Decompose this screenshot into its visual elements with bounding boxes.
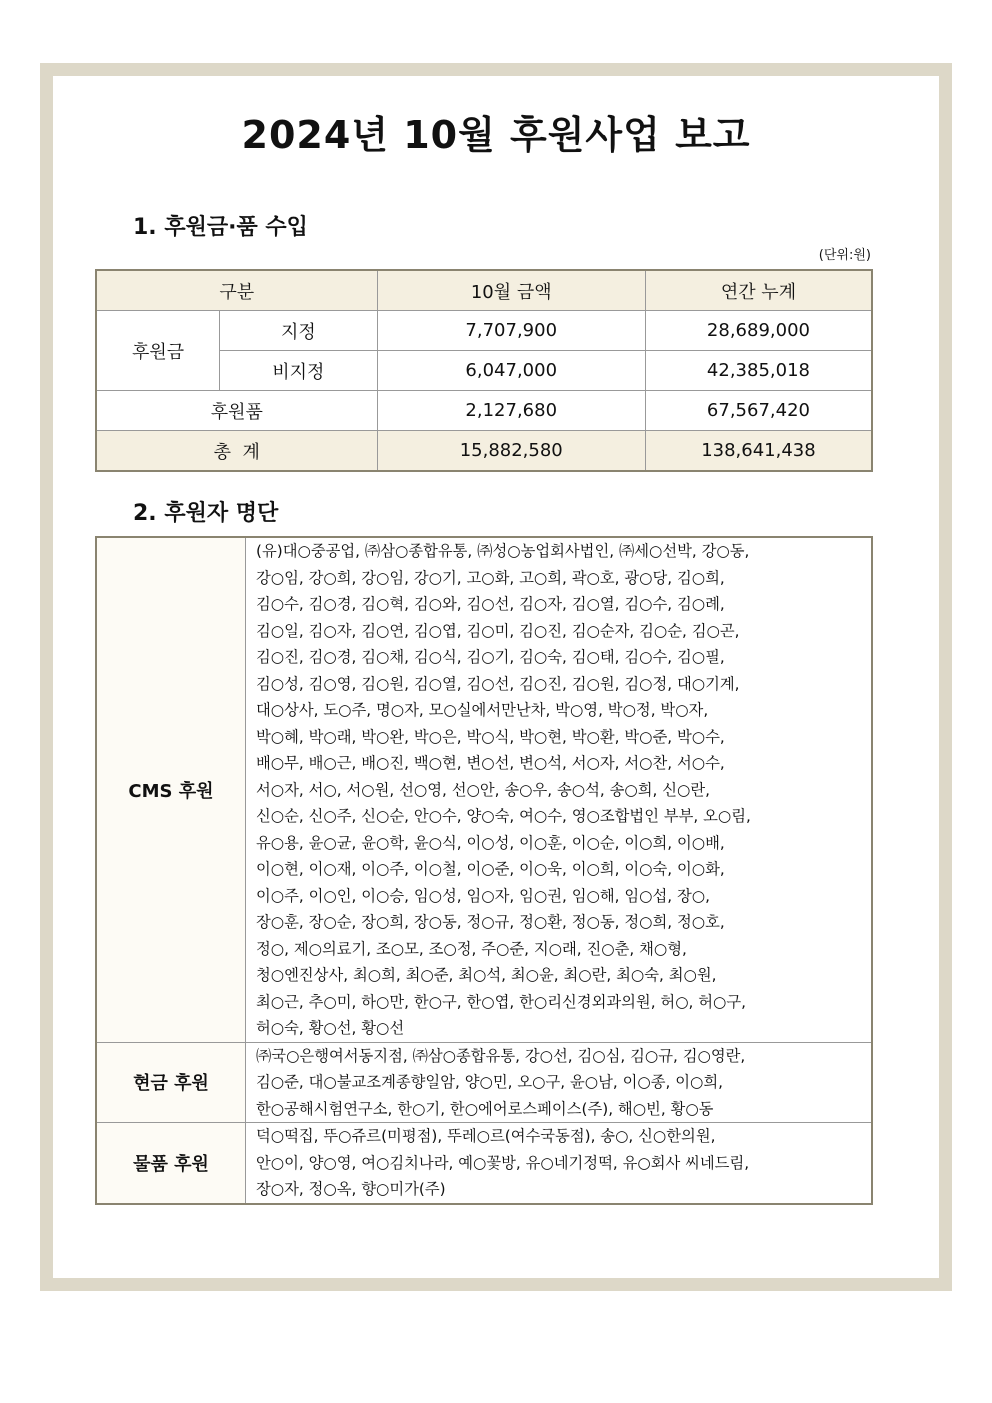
non-designated-label: 비지정 xyxy=(220,351,377,391)
donor-name-line: 김○준, 대○불교조계종향일암, 양○민, 오○구, 윤○남, 이○종, 이○희, xyxy=(256,1073,723,1091)
donor-name-line: 안○이, 양○영, 여○김치나라, 예○꽃방, 유○네기정떡, 유○회사 씨네드림, xyxy=(256,1153,750,1172)
goods-month: 2,127,680 xyxy=(377,391,645,431)
income-row-designated xyxy=(96,311,872,351)
donor-name-line: 허○숙, 황○선, 황○선 xyxy=(256,1019,405,1037)
goods-label: 후원품 xyxy=(96,391,377,431)
designated-month: 7,707,900 xyxy=(377,311,645,351)
donor-name-line: 장○자, 정○옥, 향○미가(주) xyxy=(256,1180,446,1198)
donor-name-line: 박○혜, 박○래, 박○완, 박○은, 박○식, 박○현, 박○환, 박○준, 박○수, xyxy=(256,727,725,746)
donor-name-line: 청○엔진상사, 최○희, 최○준, 최○석, 최○윤, 최○란, 최○숙, 최○원, xyxy=(256,966,717,984)
donor-row-goods xyxy=(96,1123,872,1204)
donor-name-line: 김○수, 김○경, 김○혁, 김○와, 김○선, 김○자, 김○열, 김○수, 김○례, xyxy=(256,595,725,613)
donor-name-line: 이○주, 이○인, 이○승, 임○성, 임○자, 임○권, 임○해, 임○섭, 장○, xyxy=(256,886,710,905)
page-border xyxy=(40,63,952,1291)
cms-names xyxy=(246,537,873,1042)
non-designated-annual: 42,385,018 xyxy=(645,351,872,391)
donor-name-line: 김○일, 김○자, 김○연, 김○엽, 김○미, 김○진, 김○순자, 김○순, 김○곤, xyxy=(256,621,740,640)
section-income-heading: 1. 후원금·품 수입 xyxy=(133,215,308,240)
donor-name-line: 서○자, 서○, 서○원, 선○영, 선○안, 송○우, 송○석, 송○희, 신○란, xyxy=(256,780,710,799)
donor-name-line: 이○현, 이○재, 이○주, 이○철, 이○준, 이○욱, 이○희, 이○숙, 이○화, xyxy=(256,860,725,878)
donor-name-line: (유)대○중공업, ㈜삼○종합유통, ㈜성○농업회사법인, ㈜세○선박, 강○동, xyxy=(256,542,750,560)
income-row-goods xyxy=(96,391,872,431)
non-designated-month: 6,047,000 xyxy=(377,351,645,391)
goods-names xyxy=(246,1123,873,1204)
goods-donor-label: 물품 후원 xyxy=(96,1123,246,1204)
donor-name-line: 대○상사, 도○주, 명○자, 모○실에서만난차, 박○영, 박○정, 박○자, xyxy=(256,701,709,719)
unit-label: (단위:원) xyxy=(818,248,871,263)
designated-annual: 28,689,000 xyxy=(645,311,872,351)
donor-name-line: 정○, 제○의료기, 조○모, 조○정, 주○준, 지○래, 진○춘, 채○형, xyxy=(256,939,687,958)
donor-name-line: 한○공해시험연구소, 한○기, 한○에어로스페이스(주), 해○빈, 황○동 xyxy=(256,1099,714,1118)
total-month: 15,882,580 xyxy=(377,431,645,472)
section-donors-heading: 2. 후원자 명단 xyxy=(133,501,279,526)
total-annual: 138,641,438 xyxy=(645,431,872,472)
income-header-row xyxy=(96,270,872,311)
cash-names xyxy=(246,1042,873,1123)
donor-name-line: 최○근, 추○미, 하○만, 한○구, 한○엽, 한○리신경외과의원, 허○, 허○구, xyxy=(256,992,747,1011)
donor-name-line: 강○임, 강○희, 강○임, 강○기, 고○화, 고○희, 곽○호, 광○당, 김○희, xyxy=(256,568,725,587)
donor-row-cms xyxy=(96,537,872,1042)
donor-table xyxy=(95,536,873,1205)
header-month-amount: 10월 금액 xyxy=(377,270,645,311)
donor-name-line: 유○용, 윤○균, 윤○학, 윤○식, 이○성, 이○훈, 이○순, 이○희, 이○배, xyxy=(256,833,725,852)
cash-label: 현금 후원 xyxy=(96,1042,246,1123)
header-annual-total: 연간 누계 xyxy=(645,270,872,311)
donor-name-line: 신○순, 신○주, 신○순, 안○수, 양○숙, 여○수, 영○조합법인 부부, 오○림, xyxy=(256,807,751,825)
cms-label: CMS 후원 xyxy=(96,537,246,1042)
document-paper xyxy=(53,76,939,1278)
total-label: 총 계 xyxy=(96,431,377,472)
donor-row-cash xyxy=(96,1042,872,1123)
document-title: 2024년 10월 후원사업 보고 xyxy=(241,113,751,157)
donor-name-line: 배○무, 배○근, 배○진, 백○현, 변○선, 변○석, 서○자, 서○찬, 서○수, xyxy=(256,754,725,772)
donation-label: 후원금 xyxy=(96,311,220,391)
income-table xyxy=(95,269,873,472)
header-category: 구분 xyxy=(96,270,377,311)
donor-name-line: 김○진, 김○경, 김○채, 김○식, 김○기, 김○숙, 김○태, 김○수, 김○필, xyxy=(256,648,725,666)
donor-name-line: 장○훈, 장○순, 장○희, 장○동, 정○규, 정○환, 정○동, 정○희, 정○호, xyxy=(256,913,725,931)
donor-name-line: 김○성, 김○영, 김○원, 김○열, 김○선, 김○진, 김○원, 김○정, 대○기계, xyxy=(256,674,740,693)
donor-name-line: ㈜국○은행여서동지점, ㈜삼○종합유통, 강○선, 김○심, 김○규, 김○영란, xyxy=(256,1046,746,1065)
income-row-total xyxy=(96,431,872,472)
goods-annual: 67,567,420 xyxy=(645,391,872,431)
donor-name-line: 덕○떡집, 뚜○쥬르(미평점), 뚜레○르(여수국동점), 송○, 신○한의원, xyxy=(256,1127,716,1145)
designated-label: 지정 xyxy=(220,311,377,351)
